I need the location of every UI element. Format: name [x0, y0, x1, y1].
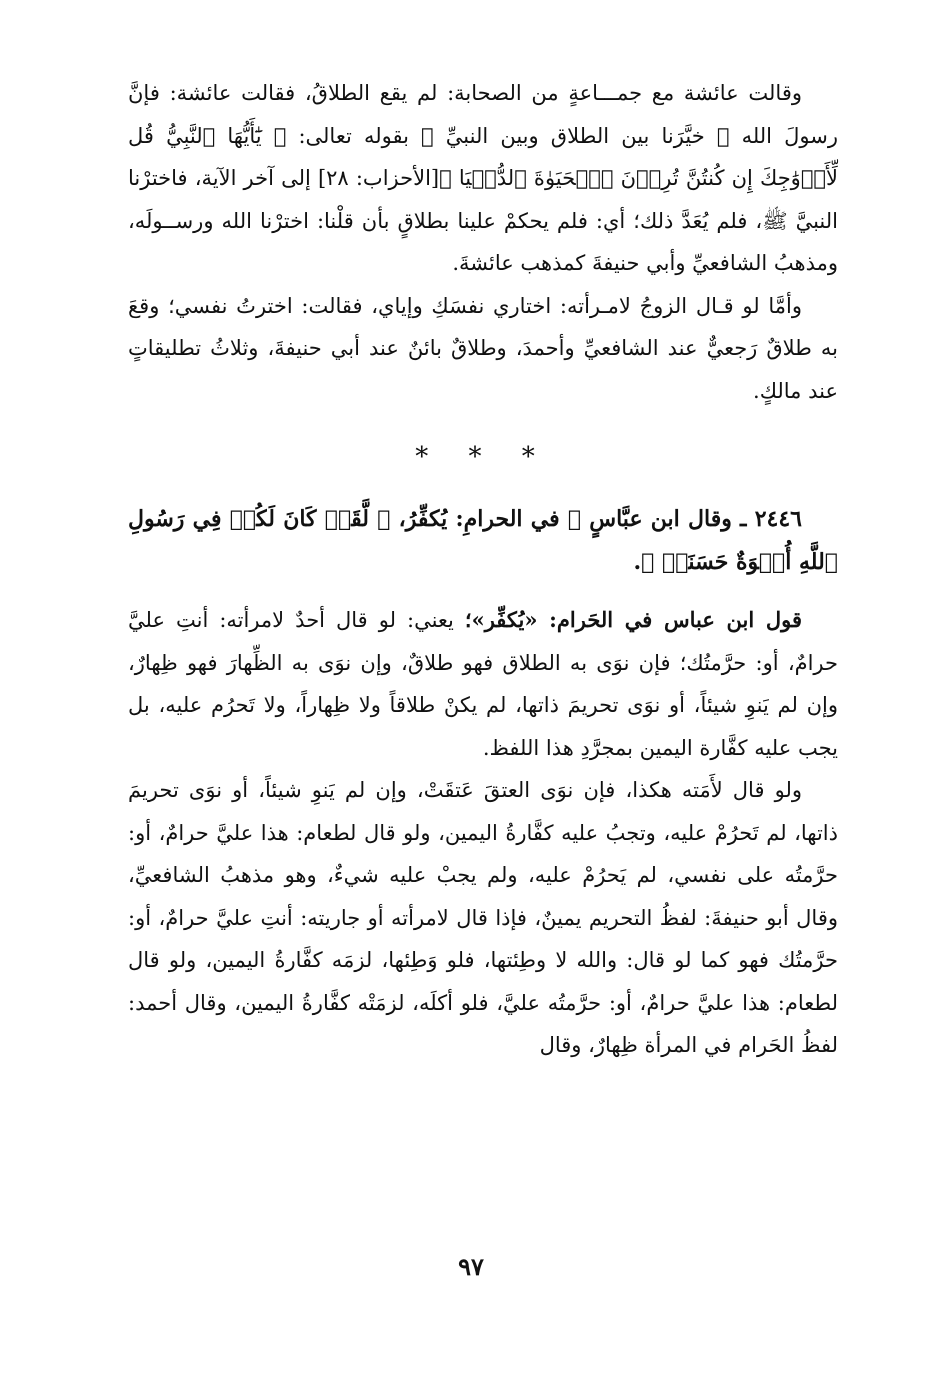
paragraph-aisha: وقالت عائشة مع جمـــاعةٍ من الصحابة: لم يقع الطلاقُ، فقالت عائشة: فإنَّ رسولَ الله ﷺ خيَّرَنا بين الطلاق وبين النبيِّ ﷺ بقوله تعالى: ﴿ يَٰٓأَيُّهَا ٱلنَّبِيُّ قُل لِّأَزۡوَٰجِكَ إِن كُنتُنَّ تُرِدۡنَ ٱلۡحَيَوٰةَ ٱلدُّنۡيَا ﴾[الأحزاب: ٢٨] إلى آخر الآية، فاخترْنا النبيَّ ﷺ، فلم يُعَدَّ ذلك؛ أي: فلم يحكمْ علينا بطلاقٍ بأن قلْنا: اخترْنا الله ورســولَه، ومذهبُ الشافعيِّ وأبي حنيفةَ كمذهب عائشةَ. [128, 81, 838, 275]
page-number: ٩٧ [458, 1252, 484, 1281]
section-separator: * * * [415, 442, 551, 472]
paragraph-amah: ولو قال لأَمَته هكذا، فإن نوَى العتقَ عَتقَتْ، وإن لم يَنوِ شيئاً، أو نوَى تحريمَ ذاتها، لم تَحرُمْ عليه، وتجبُ عليه كفَّارةُ اليمين، ولو قال لطعام: هذا عليَّ حرامٌ، أو: حرَّمتُه على نفسي، لم يَحرُمْ عليه، ولم يجبْ عليه شيءٌ، وهو مذهبُ الشافعيِّ، وقال أبو حنيفةَ: لفظُ التحريم يمينٌ، فإذا قال لامرأته أو جاريته: أنتِ عليَّ حرامٌ، أو: حرَّمتُك فهو كما لو قال: والله لا وطِئتها، فلو وَطِئها، لزمَه كفَّارةُ اليمين، ولو قال لطعام: هذا عليَّ حرامٌ، أو: حرَّمتُه عليَّ، فلو أكلَه، لزمَتْه كفَّارةُ اليمين، وقال أحمد: لفظُ الحَرام في المرأة ظِهارٌ، وقال [128, 778, 838, 1057]
commentary-text: يعني: لو قال أحدٌ لامرأته: أنتِ عليَّ حرامٌ، أو: حرَّمتُك؛ فإن نوَى به الطلاق فهو طلاقٌ، وإن نوَى به الظِّهارَ فهو ظِهارٌ، وإن لم يَنوِ شيئاً، أو نوَى تحريمَ ذاتها، لم يكنْ طلاقاً ولا ظِهاراً، ولا تَحرُم عليه، بل يجب عليه كفَّارة اليمين بمجرَّدِ هذا اللفظ. [128, 608, 838, 760]
hadith-heading: ٢٤٤٦ ـ وقال ابن عبَّاسٍ ﷺ في الحرامِ: يُكفِّرُ، ﴿ لَّقَدۡ كَانَ لَكُمۡ فِي رَسُولِ ٱللَّهِ أُسۡوَةٌ حَسَنَةٞ ﴾. [128, 506, 838, 575]
paragraph-commentary [128, 599, 838, 769]
paragraph-choice: وأمَّا لو قـال الزوجُ لامـرأته: اختاري نفسَكِ وإياي، فقالت: اخترتُ نفسي؛ وقعَ به طلاقٌ رَجعيٌّ عند الشافعيِّ وأحمدَ، وطلاقٌ بائنٌ عند أبي حنيفةَ، وثلاثُ تطليقاتٍ عند مالكٍ. [128, 293, 838, 403]
commentary-lead: قول ابن عباس في الحَرام: «يُكفِّر»؛ [464, 607, 802, 632]
page-body [128, 72, 838, 1067]
